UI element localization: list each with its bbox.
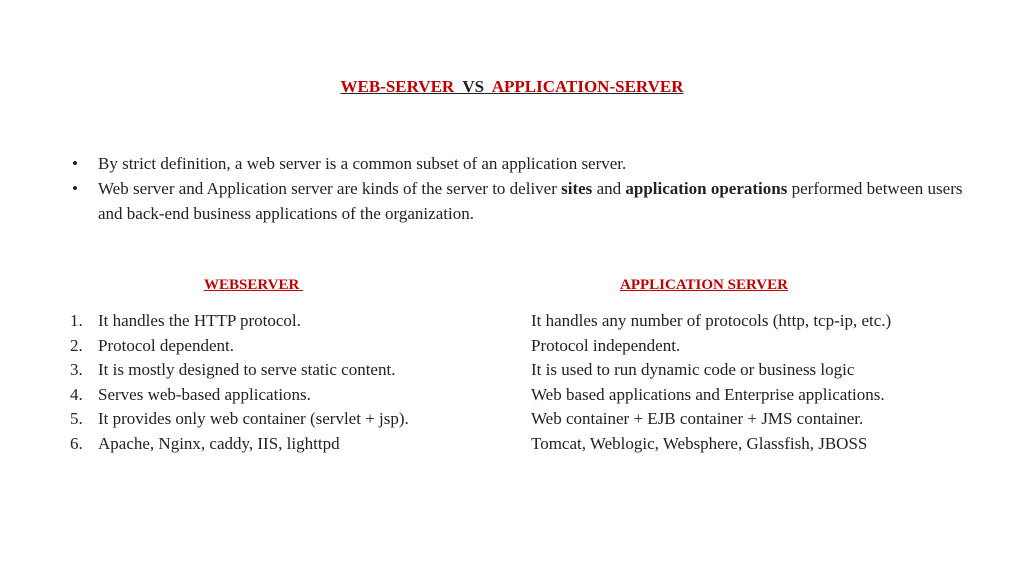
list-number: 6. [70, 433, 83, 453]
list-text: Serves web-based applications. [98, 384, 311, 404]
list-item: Web based applications and Enterprise applications. [531, 384, 885, 404]
bullet-icon: • [72, 179, 78, 198]
list-number: 4. [70, 384, 83, 404]
page-title [0, 77, 1024, 97]
bullet-text: performed between users and back-end business applications of the organization. [98, 179, 963, 223]
title-webserver: WEB-SERVER [340, 77, 463, 96]
list-item: Web container + EJB container + JMS container. [531, 409, 864, 429]
appserver-heading: APPLICATION SERVER [620, 277, 788, 293]
bold-sites: sites [561, 179, 593, 198]
webserver-list [70, 309, 520, 457]
bold-application-operations: application operations [625, 179, 788, 198]
list-text: It handles the HTTP protocol. [98, 311, 301, 330]
list-item [70, 309, 520, 334]
list-text: Apache, Nginx, caddy, IIS, lighttpd [98, 433, 340, 453]
list-item: Protocol independent. [531, 335, 681, 355]
bullet-item [70, 151, 980, 176]
list-text: It provides only web container (servlet + jsp). [98, 409, 409, 429]
list-item [70, 334, 520, 359]
list-number: 2. [70, 335, 83, 355]
list-number: 5. [70, 409, 83, 429]
list-item [70, 358, 520, 383]
title-appserver: APPLICATION-SERVER [484, 77, 684, 96]
list-number: 1. [70, 311, 83, 330]
appserver-list [531, 309, 1001, 457]
list-item [70, 407, 520, 432]
bullet-text: and [592, 179, 626, 198]
list-number: 3. [70, 360, 83, 380]
bullet-item [70, 176, 980, 226]
bullet-icon: • [72, 154, 78, 173]
title-vs: VS [462, 77, 485, 96]
bullet-text: By strict definition, a web server is a common subset of an application server. [98, 154, 627, 173]
list-item [70, 432, 520, 457]
list-text: Protocol dependent. [98, 335, 234, 355]
bullet-text: Web server and Application server are kinds of the server to deliver [98, 179, 562, 198]
list-item: Tomcat, Weblogic, Websphere, Glassfish, JBOSS [531, 433, 868, 453]
list-item [70, 383, 520, 408]
webserver-heading: WEBSERVER [204, 277, 304, 293]
list-item: It is used to run dynamic code or business logic [531, 360, 855, 380]
list-text: It is mostly designed to serve static content. [98, 360, 396, 380]
list-item: It handles any number of protocols (http, tcp-ip, etc.) [531, 311, 892, 330]
intro-bullet-list [70, 151, 980, 226]
